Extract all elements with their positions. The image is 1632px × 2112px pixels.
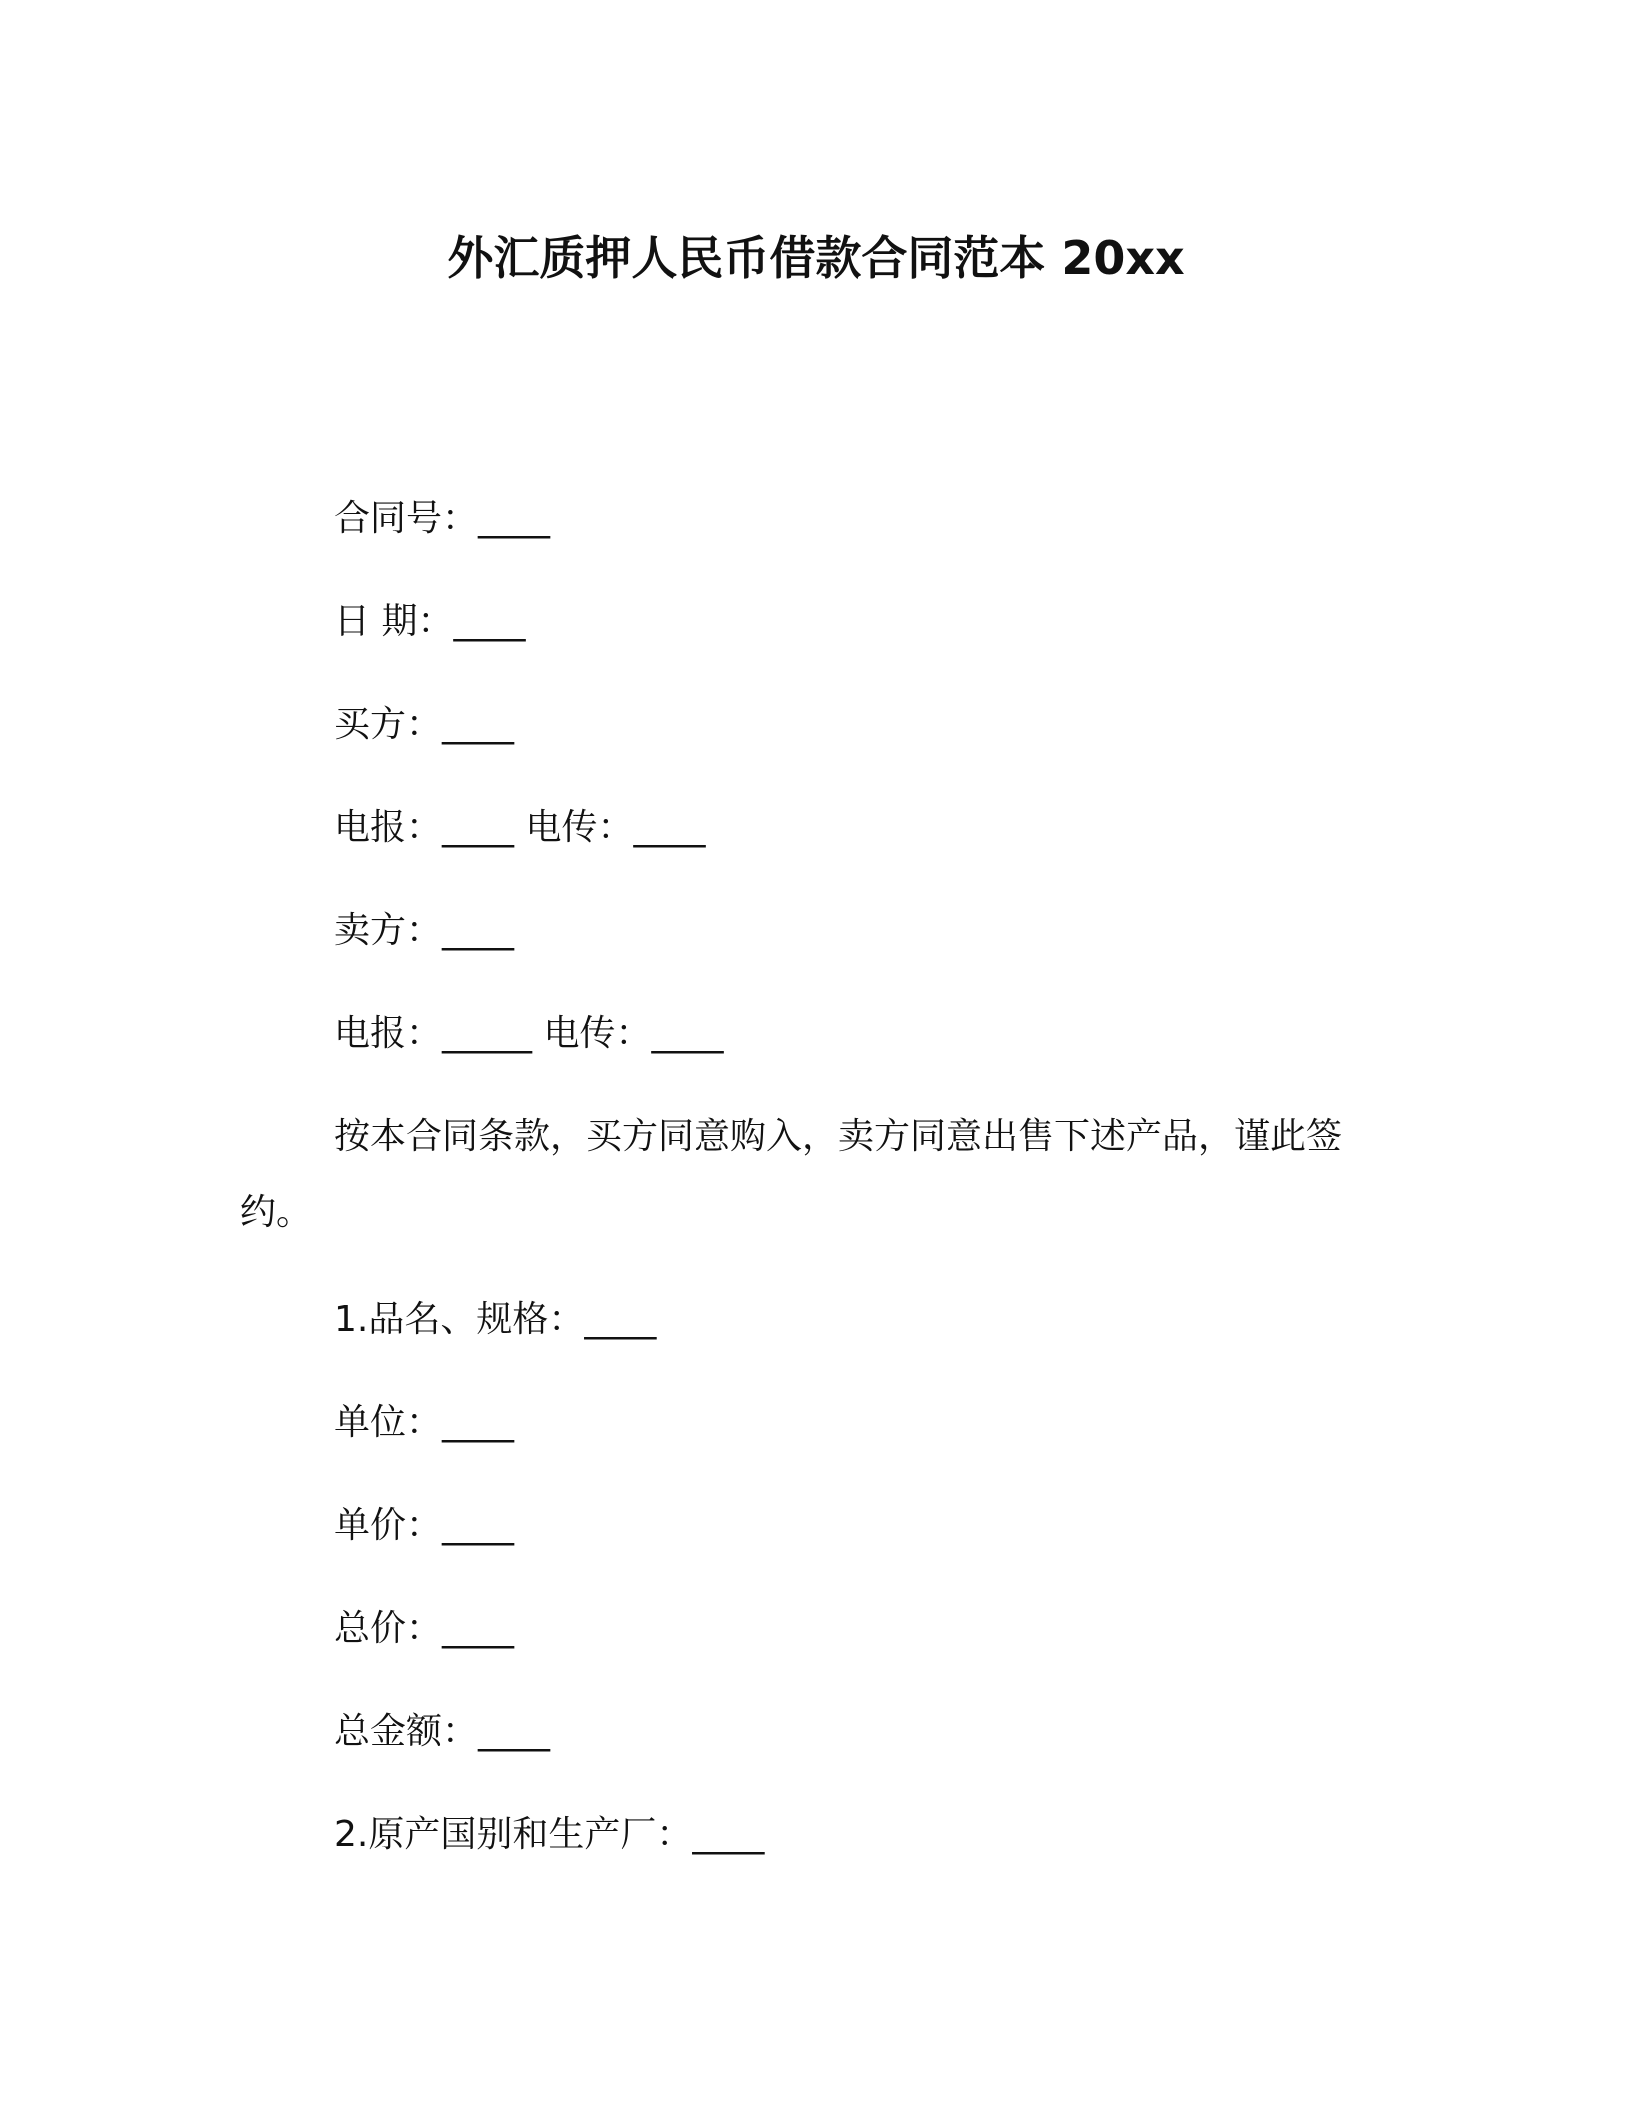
total-amount-field: 总金额：____: [334, 1711, 551, 1752]
unit-price-field: 单价：____: [334, 1505, 515, 1546]
seller-field: 卖方：____: [334, 910, 515, 951]
contract-number-field: 合同号：____: [334, 498, 551, 539]
buyer-telegram-fax-field: 电报：____ 电传：____: [334, 807, 706, 848]
date-field: 日 期：____: [334, 601, 526, 642]
buyer-field: 买方：____: [334, 704, 515, 745]
total-price-field: 总价：____: [334, 1608, 515, 1649]
product-spec-field: 1.品名、规格：____: [334, 1299, 657, 1340]
seller-telegram-fax-field: 电报：_____ 电传：____: [334, 1013, 724, 1054]
origin-manufacturer-field: 2.原产国别和生产厂：____: [334, 1814, 765, 1855]
unit-field: 单位：____: [334, 1402, 515, 1443]
document-title: 外汇质押人民币借款合同范本 20xx: [447, 231, 1185, 285]
intro-paragraph: 按本合同条款，买方同意购入，卖方同意出售下述产品，谨此签约。: [240, 1116, 1343, 1233]
